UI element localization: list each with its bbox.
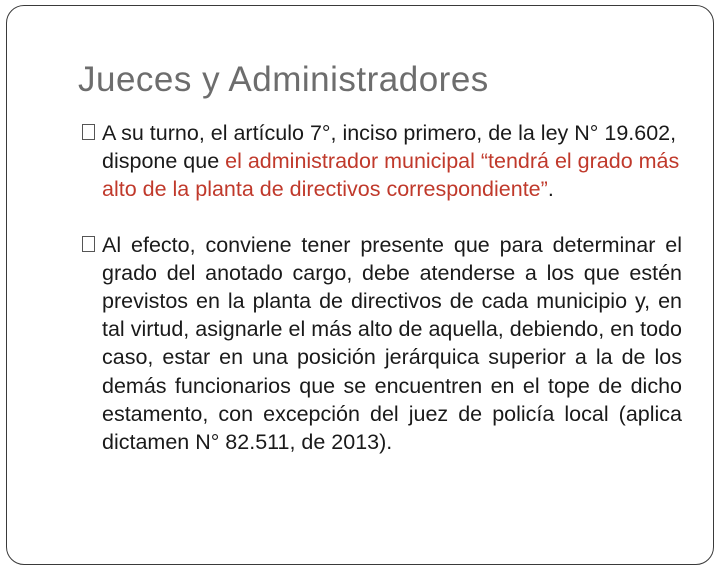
- square-bullet-icon: [82, 124, 95, 140]
- paragraph-1-highlight: el administrador municipal “tendrá el grado más alto de la planta de directivos correspondiente”: [102, 149, 680, 202]
- paragraph-2: [82, 231, 682, 457]
- slide-title: Jueces y Administradores: [78, 60, 489, 99]
- slide-content: [82, 119, 682, 456]
- paragraph-2-text: Al efecto, conviene tener presente que para determinar el grado del anotado cargo, debe atenderse a los que estén previstos en la planta de directivos de cada municipio y, en tal virtud, asignarle el más alto de aquella, debiendo, en todo caso, estar en una posición jerárquica superior a la de los demás funcionarios que se encuentren en el tope de dicho estamento, con excepción del juez de policía local (aplica dictamen N° 82.511, de 2013).: [102, 232, 682, 455]
- paragraph-1: [82, 119, 682, 204]
- paragraph-1-text: A su turno, el artículo 7°, inciso primero, de la ley N° 19.602, dispone que: [102, 121, 677, 174]
- square-bullet-icon: [82, 236, 95, 252]
- paragraph-1-end: .: [547, 177, 554, 202]
